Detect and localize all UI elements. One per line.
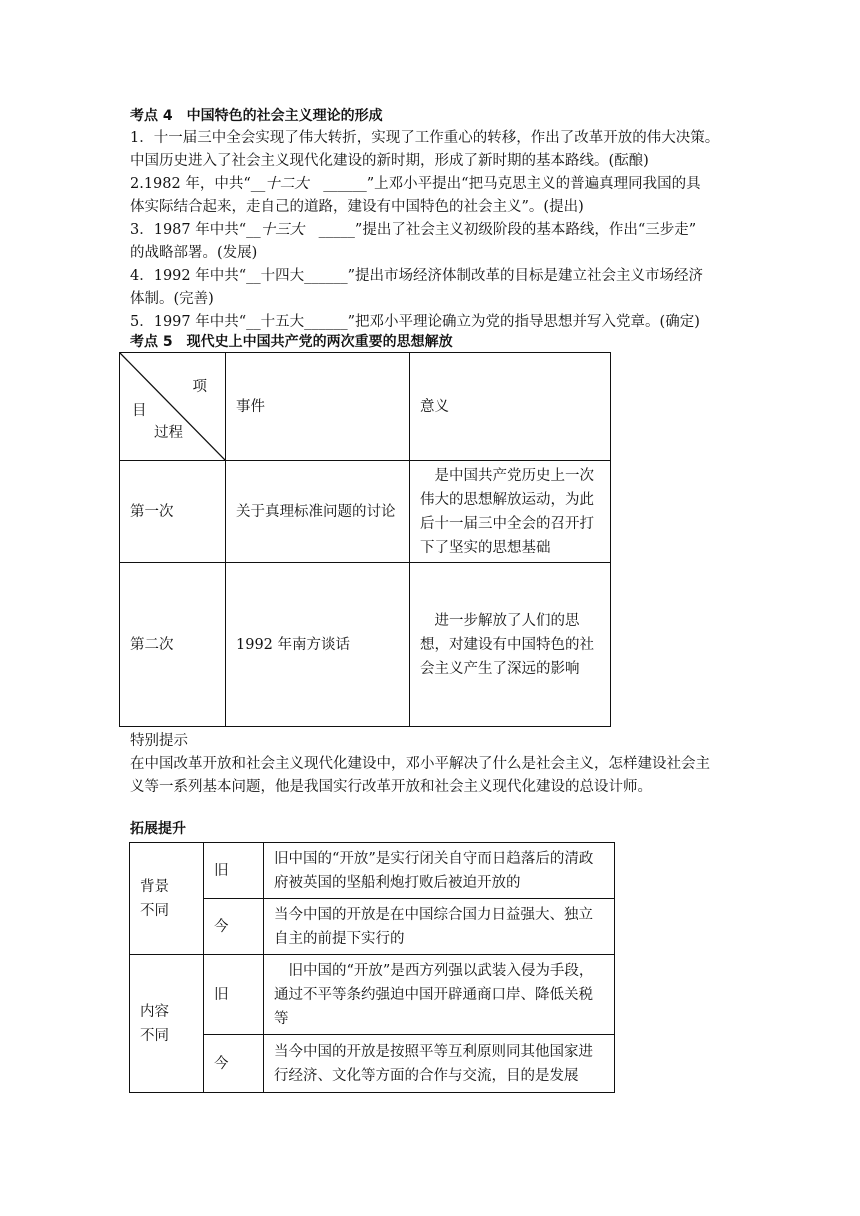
row-text: 旧中国的“开放”是西方列强以武装入侵为手段，通过不平等条约强迫中国开辟通商口岸、降低关税等 bbox=[264, 955, 615, 1035]
group-label-line1: 内容 bbox=[140, 1003, 169, 1020]
item5-line1: 5．1997 年中共“__十五大______”把邓小平理论确立为党的指导思想并写入党章。(确定) bbox=[130, 314, 700, 330]
row-text: 旧中国的“开放”是实行闭关自守而日趋落后的清政府被英国的坚船利炮打败后被迫开放的 bbox=[264, 843, 615, 899]
group-label-content bbox=[130, 955, 204, 1093]
table-row bbox=[120, 563, 611, 727]
item4-line2: 体制。(完善) bbox=[130, 291, 214, 307]
row-text: 当今中国的开放是按照平等互利原则同其他国家进行经济、文化等方面的合作与交流，目的是发展 bbox=[264, 1035, 615, 1093]
item3-prefix: 3．1987 年中共“ bbox=[130, 222, 247, 238]
row-meaning: 是中国共产党历史上一次伟大的思想解放运动，为此后十一届三中全会的召开打下了坚实的思想基础 bbox=[410, 461, 611, 563]
item2-suffix: ”上邓小平提出“把马克思主义的普遍真理同我国的具 bbox=[366, 176, 701, 192]
item4-line1: 4．1992 年中共“__十四大______”提出市场经济体制改革的目标是建立社会主义市场经济 bbox=[130, 268, 704, 284]
item2-line1 bbox=[130, 174, 740, 194]
item2-blank-answer: __十二大 ______ bbox=[250, 176, 367, 192]
column-header-event: 事件 bbox=[226, 353, 410, 461]
tip-line2: 义等一系列基本问题，他是我国实行改革开放和社会主义现代化建设的总设计师。 bbox=[130, 779, 652, 795]
table-corner-cell bbox=[120, 353, 226, 461]
item1-line1: 1．十一届三中全会实现了伟大转折，实现了工作重心的转移，作出了改革开放的伟大决策。 bbox=[130, 130, 720, 146]
item3-suffix: ”提出了社会主义初级阶段的基本路线，作出“三步走” bbox=[354, 222, 697, 238]
item3-line2: 的战略部署。(发展) bbox=[130, 245, 258, 261]
section5-heading: 考点 5 现代史上中国共产党的两次重要的思想解放 bbox=[130, 334, 453, 350]
row-key: 旧 bbox=[204, 843, 264, 899]
row-meaning: 进一步解放了人们的思想，对建设有中国特色的社会主义产生了深远的影响 bbox=[410, 563, 611, 727]
table-row bbox=[120, 461, 611, 563]
group-label-line2: 不同 bbox=[140, 902, 169, 919]
table-row bbox=[130, 955, 615, 1035]
corner-label-item: 项 bbox=[192, 379, 207, 395]
column-header-meaning: 意义 bbox=[410, 353, 611, 461]
table-header-row bbox=[120, 353, 611, 461]
corner-label-mu: 目 bbox=[132, 403, 147, 419]
row-event: 1992 年南方谈话 bbox=[226, 563, 410, 727]
row-label: 第一次 bbox=[120, 461, 226, 563]
item3-blank-answer: __十三大 _____ bbox=[246, 222, 355, 238]
row-key: 今 bbox=[204, 899, 264, 955]
row-text: 当今中国的开放是在中国综合国力日益强大、独立自主的前提下实行的 bbox=[264, 899, 615, 955]
item2-line2: 体实际结合起来，走自己的道路，建设有中国特色的社会主义”。(提出) bbox=[130, 199, 584, 215]
group-label-background bbox=[130, 843, 204, 955]
item3-line1 bbox=[130, 220, 740, 240]
row-key: 今 bbox=[204, 1035, 264, 1093]
tip-line1: 在中国改革开放和社会主义现代化建设中，邓小平解决了什么是社会主义，怎样建设社会主 bbox=[130, 756, 710, 772]
extension-heading: 拓展提升 bbox=[130, 821, 186, 837]
thought-liberation-table bbox=[119, 352, 611, 727]
group-label-line1: 背景 bbox=[140, 878, 169, 895]
row-key: 旧 bbox=[204, 955, 264, 1035]
corner-label-process: 过程 bbox=[154, 425, 183, 441]
tip-title: 特别提示 bbox=[130, 733, 188, 749]
opening-comparison-table bbox=[129, 842, 615, 1093]
item2-prefix: 2.1982 年，中共“ bbox=[130, 176, 251, 192]
row-label: 第二次 bbox=[120, 563, 226, 727]
section4-heading: 考点 4 中国特色的社会主义理论的形成 bbox=[130, 108, 383, 124]
item1-line2: 中国历史进入了社会主义现代化建设的新时期，形成了新时期的基本路线。(酝酿) bbox=[130, 153, 649, 169]
group-label-line2: 不同 bbox=[140, 1027, 169, 1044]
table-row bbox=[130, 843, 615, 899]
row-event: 关于真理标准问题的讨论 bbox=[226, 461, 410, 563]
